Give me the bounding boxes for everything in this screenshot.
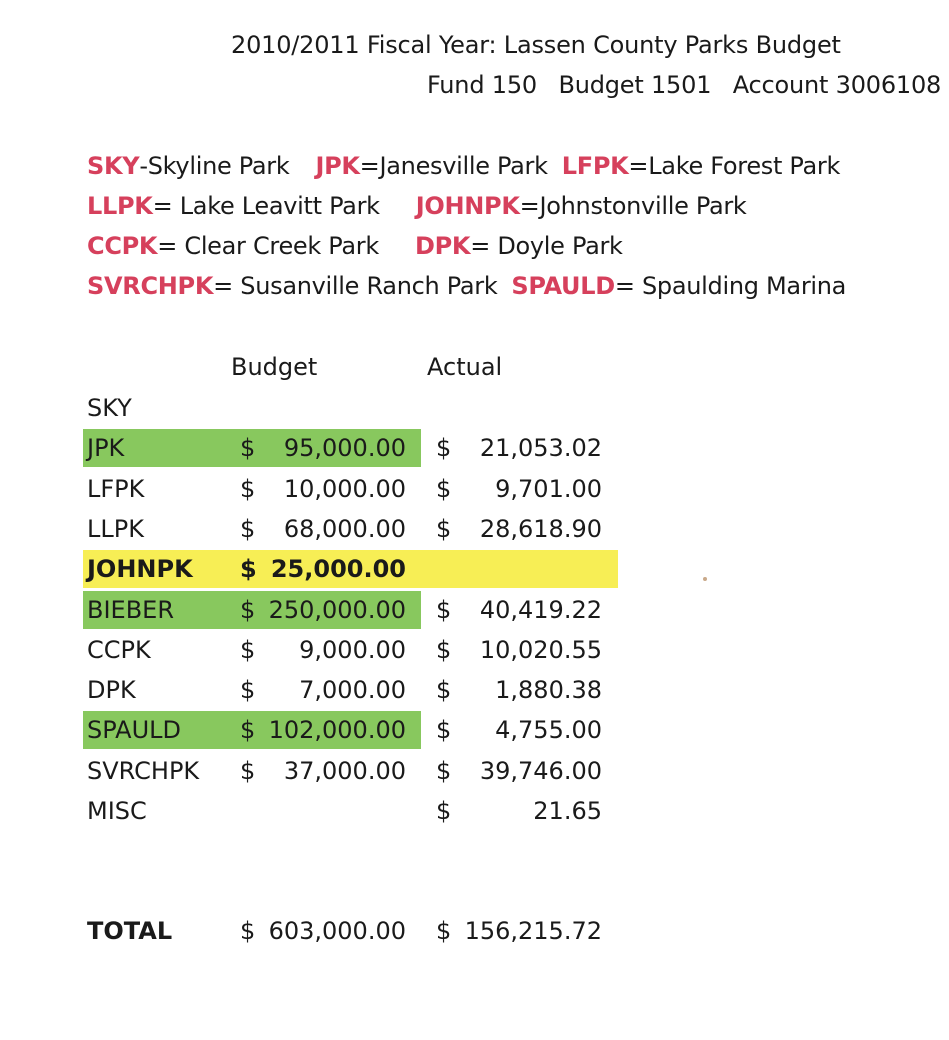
row-label: LFPK [87,474,145,503]
legend-code: SVRCHPK [87,272,214,300]
actual-value: 1,880.38 [495,676,602,705]
legend-separator: = [519,192,540,220]
table-row [0,791,949,831]
actual-value: 40,419.22 [479,595,602,624]
fund-number: Fund 150 [427,71,537,99]
budget-value: 37,000.00 [283,756,406,785]
actual-value: 21,053.02 [479,434,602,463]
budget-currency: $ [240,716,256,745]
row-label: BIEBER [87,595,175,624]
actual-currency: $ [436,514,452,543]
budget-currency: $ [240,474,256,503]
budget-value: 10,000.00 [283,474,406,503]
actual-value: 28,618.90 [479,514,602,543]
legend-entry-sky [87,152,289,180]
total-row [0,911,949,951]
legend-code: LLPK [87,192,153,220]
row-label: MISC [87,797,147,825]
legend-line [87,232,623,260]
legend-park-name: Doyle Park [497,232,623,260]
row-label: CCPK [87,635,151,664]
actual-currency: $ [436,797,452,825]
actual-value: 156,215.72 [464,917,602,945]
budget-currency: $ [240,676,256,705]
row-label: JOHNPK [87,555,193,584]
legend-code: LFPK [561,152,629,180]
legend-entry-svrchpk [87,272,497,300]
budget-currency: $ [240,917,256,945]
budget-value: 68,000.00 [283,514,406,543]
actual-value: 9,701.00 [495,474,602,503]
budget-number: Budget 1501 [558,71,712,99]
legend-separator: = [213,272,241,300]
legend-entry-johnpk [416,192,747,220]
legend-park-name: Johnstonville Park [539,192,747,220]
actual-currency: $ [436,716,452,745]
budget-currency: $ [240,756,256,785]
column-header-budget: Budget [231,353,318,381]
legend-separator: = [157,232,185,260]
column-header-actual: Actual [427,353,503,381]
row-label: LLPK [87,514,144,543]
legend-separator: = [470,232,498,260]
legend-code: JPK [315,152,360,180]
row-label: SVRCHPK [87,756,200,785]
table-row [0,388,949,428]
legend-separator: = [628,152,649,180]
legend-park-name: Skyline Park [147,152,290,180]
legend-code: DPK [414,232,471,260]
budget-currency: $ [240,514,256,543]
legend-line [87,272,846,300]
budget-currency: $ [240,595,256,624]
legend-code: JOHNPK [415,192,520,220]
table-row [0,428,949,468]
table-row [0,590,949,630]
row-label: JPK [87,434,125,463]
legend-code: SKY [87,152,140,180]
legend-park-name: Janesville Park [379,152,548,180]
legend-separator: = [359,152,380,180]
legend-park-name: Lake Forest Park [648,152,841,180]
actual-currency: $ [436,635,452,664]
actual-currency: $ [436,595,452,624]
actual-currency: $ [436,917,452,945]
budget-value: 95,000.00 [283,434,406,463]
budget-value: 250,000.00 [268,595,406,624]
actual-currency: $ [436,676,452,705]
legend-line [87,192,747,220]
budget-value: 9,000.00 [299,635,406,664]
actual-value: 4,755.00 [495,716,602,745]
scan-speck [703,577,707,581]
table-row [0,509,949,549]
legend-separator: = [152,192,180,220]
row-label: DPK [87,676,136,705]
legend-park-name: Susanville Ranch Park [240,272,498,300]
legend-park-name: Spaulding Marina [641,272,847,300]
budget-value: 25,000.00 [270,555,406,584]
account-line [427,71,949,99]
row-label: SKY [87,394,132,422]
actual-value: 21.65 [533,797,602,825]
table-row [0,670,949,710]
budget-currency: $ [240,434,256,463]
budget-currency: $ [240,555,257,584]
table-row [0,549,949,589]
document-title: 2010/2011 Fiscal Year: Lassen County Parks Budget [231,31,841,59]
actual-currency: $ [436,434,452,463]
table-row [0,751,949,791]
legend-code: CCPK [87,232,158,260]
budget-value: 7,000.00 [299,676,406,705]
row-label: TOTAL [87,917,173,945]
legend-park-name: Clear Creek Park [184,232,379,260]
legend-entry-spauld [511,272,846,300]
account-number: Account 3006108 [732,71,942,99]
legend-entry-jpk [315,152,547,180]
legend-separator: = [614,272,642,300]
legend-line [87,152,840,180]
actual-currency: $ [436,756,452,785]
table-row [0,710,949,750]
legend-code: SPAULD [511,272,615,300]
legend-entry-lfpk [562,152,840,180]
actual-currency: $ [436,474,452,503]
legend-park-name: Lake Leavitt Park [179,192,380,220]
legend-entry-dpk [415,232,623,260]
budget-value: 102,000.00 [268,716,406,745]
table-row [0,630,949,670]
row-label: SPAULD [87,716,182,745]
budget-value: 603,000.00 [268,917,406,945]
legend-separator: - [139,152,148,180]
legend-entry-ccpk [87,232,379,260]
table-row [0,469,949,509]
legend-entry-llpk [87,192,380,220]
budget-currency: $ [240,635,256,664]
actual-value: 10,020.55 [479,635,602,664]
actual-value: 39,746.00 [479,756,602,785]
